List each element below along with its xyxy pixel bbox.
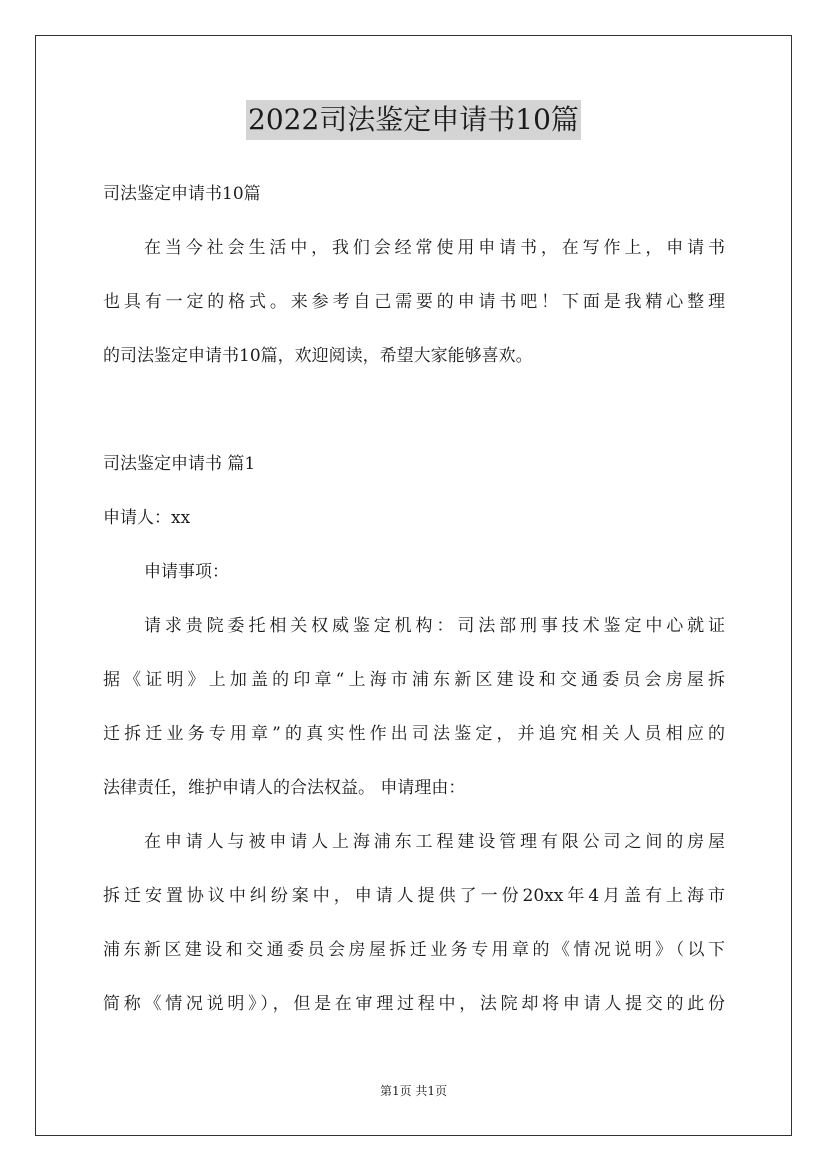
paragraph-line: 也具有一定的格式。来参考自己需要的申请书吧！下面是我精心整理 [103,292,725,312]
paragraph-line: 的司法鉴定申请书10篇，欢迎阅读，希望大家能够喜欢。 [103,346,533,366]
paragraph-line: 在当今社会生活中，我们会经常使用申请书，在写作上，申请书 [144,238,725,258]
applicant-line: 申请人：xx [103,508,191,528]
page-number-footer: 第1页 共1页 [379,1084,448,1098]
section-heading: 司法鉴定申请书 篇1 [103,454,256,474]
paragraph-line: 迁拆迁业务专用章”的真实性作出司法鉴定，并追究相关人员相应的 [103,724,725,744]
paragraph-line: 拆迁安置协议中纠纷案中，申请人提供了一份20xx年4月盖有上海市 [103,886,725,906]
paragraph-line: 浦东新区建设和交通委员会房屋拆迁业务专用章的《情况说明》（以下 [103,940,725,960]
document-subtitle: 司法鉴定申请书10篇 [103,184,261,204]
paragraph-line: 在申请人与被申请人上海浦东工程建设管理有限公司之间的房屋 [144,832,725,852]
paragraph-line: 请求贵院委托相关权威鉴定机构：司法部刑事技术鉴定中心就证 [144,616,725,636]
document-title-text: 2022司法鉴定申请书10篇 [246,100,581,140]
paragraph-line: 据《证明》上加盖的印章“上海市浦东新区建设和交通委员会房屋拆 [103,670,725,690]
paragraph-line: 法律责任，维护申请人的合法权益。 申请理由： [103,778,466,798]
document-title [0,100,827,140]
paragraph-line: 简称《情况说明》），但是在审理过程中，法院却将申请人提交的此份 [103,994,725,1014]
request-items-heading: 申请事项： [144,562,229,582]
